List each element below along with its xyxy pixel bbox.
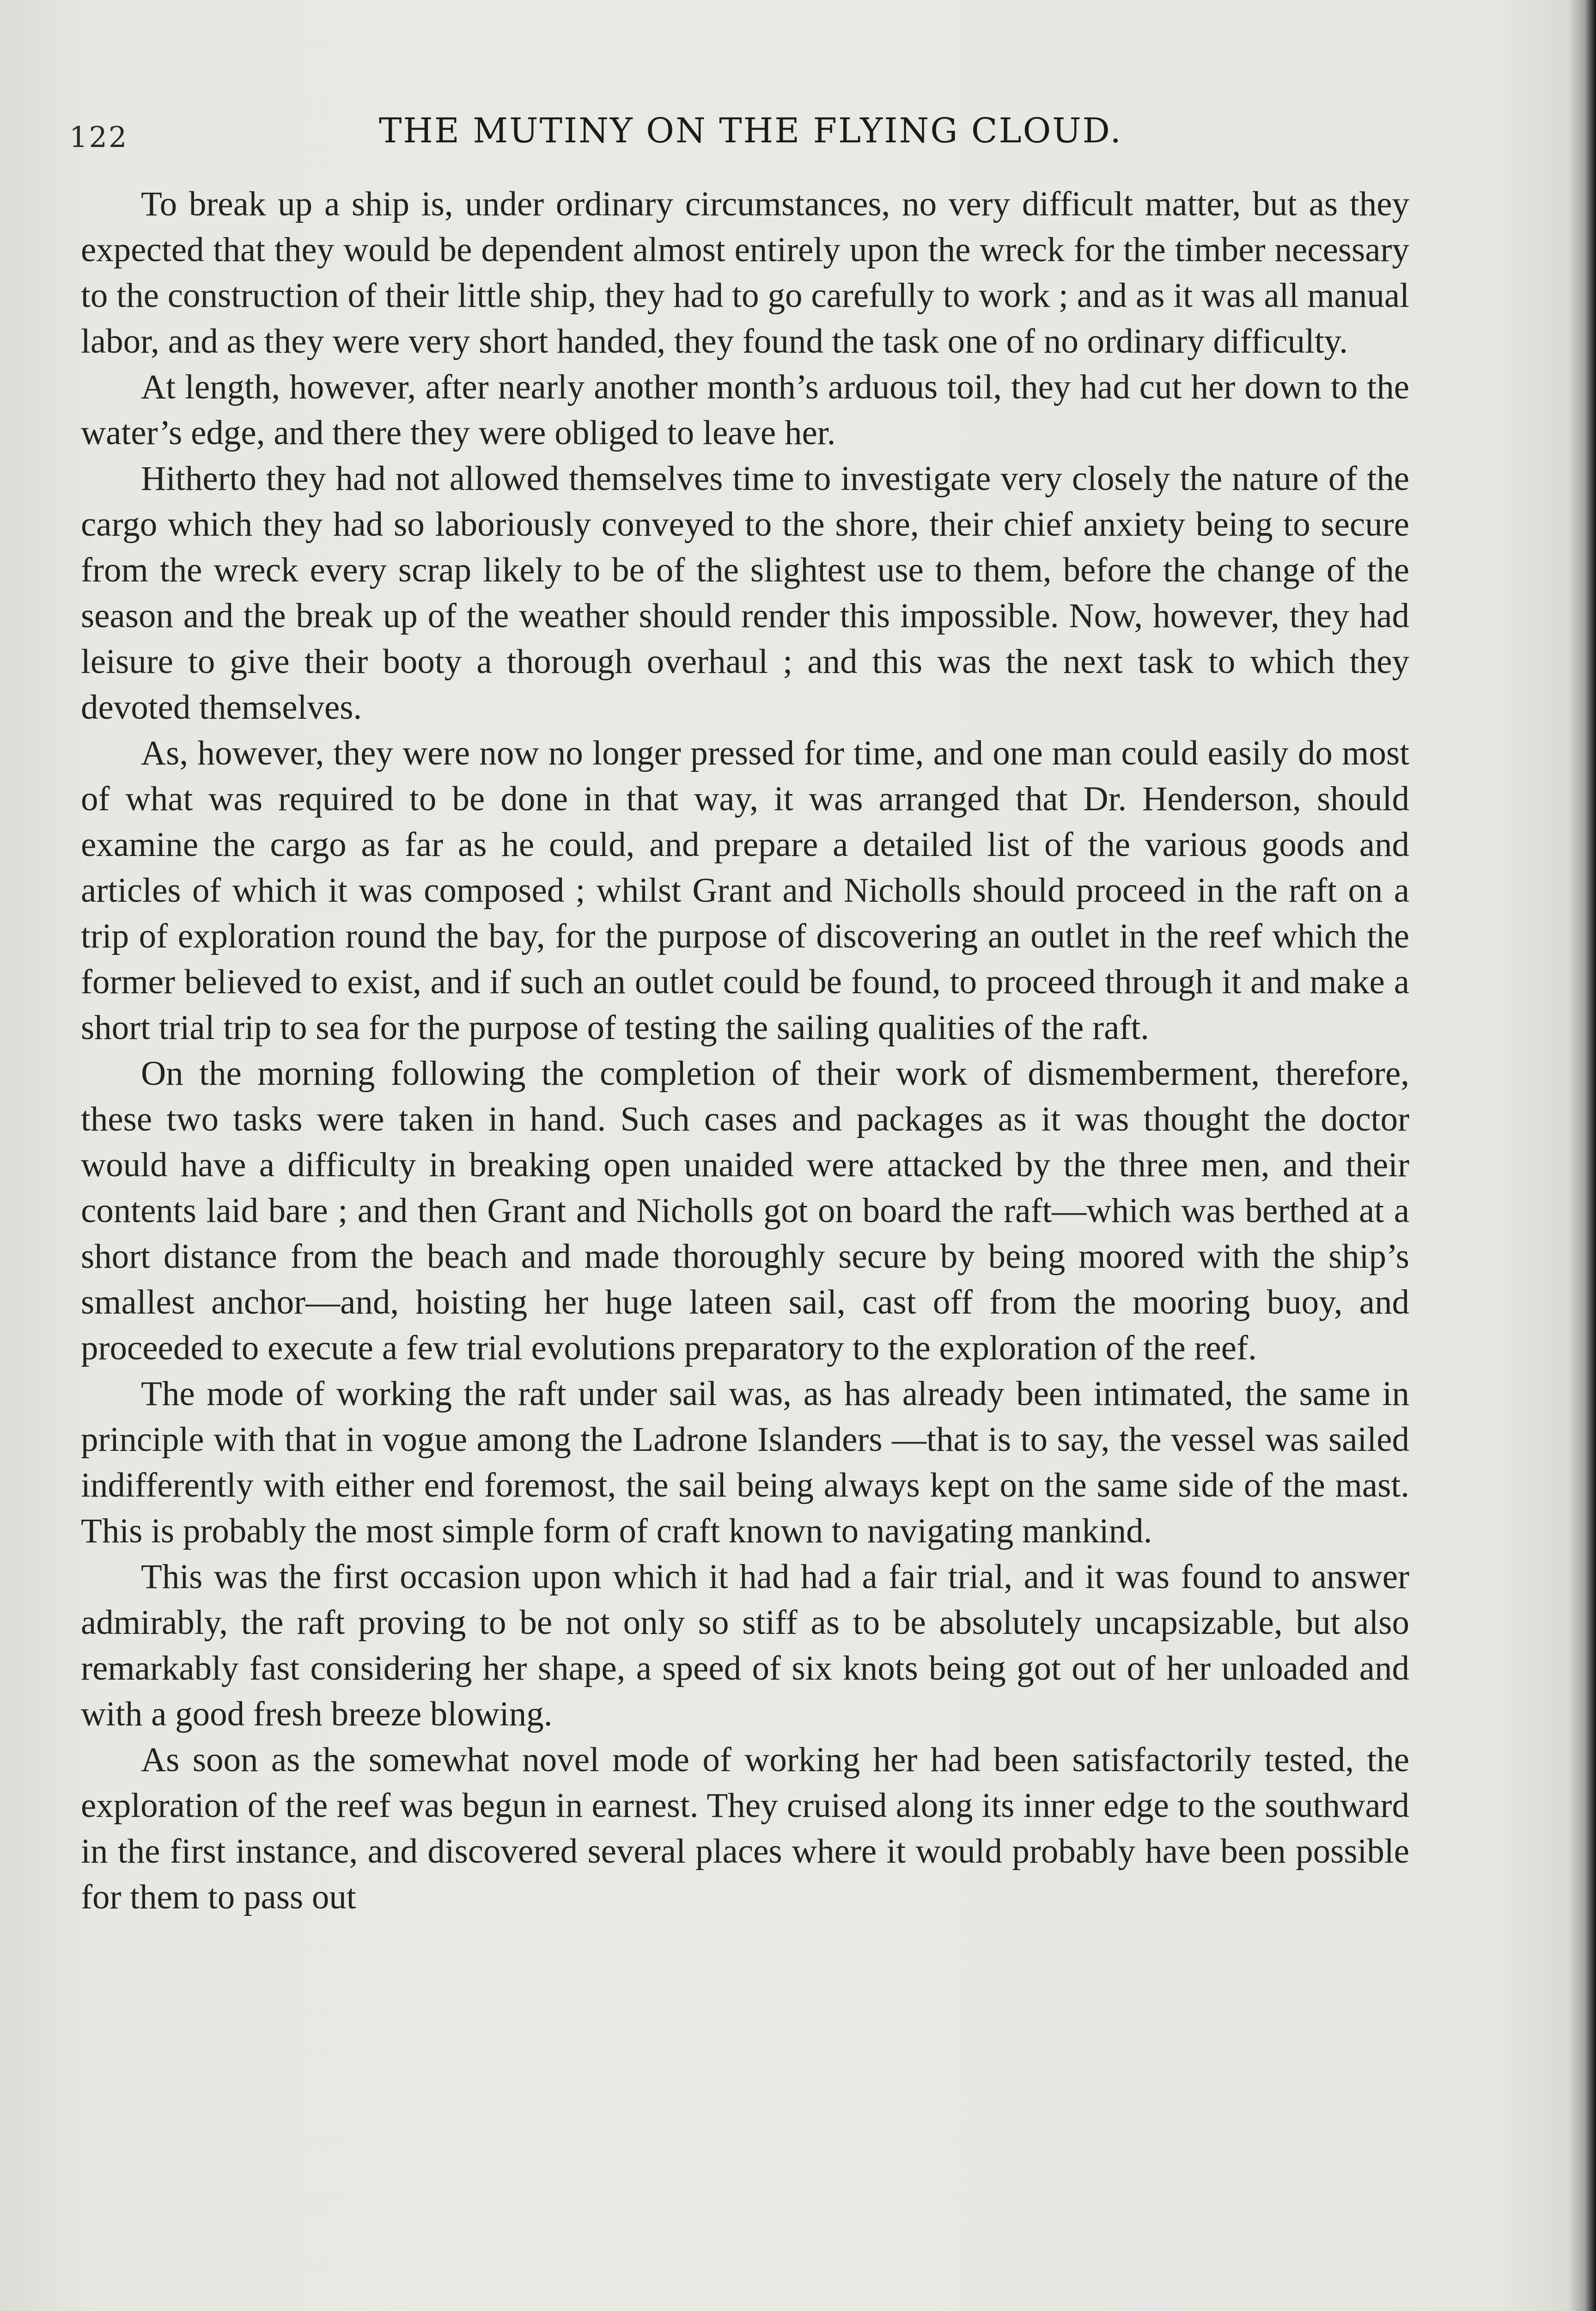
paragraph: As soon as the somewhat novel mode of working her had been satisfactorily tested, the exploration of the reef was begun in earnest. They cruised along its inner edge to the southward in the first instance, and discovered several places where it would probably have been possible for them to pass out bbox=[81, 1741, 1409, 1916]
paragraph: On the morning following the completion of their work of dismemberment, therefore, these two tasks were taken in hand. Such cases and packages as it was thought the doctor would have a difficulty in breaking open unaided were attacked by the three men, and their contents laid bare ; and then Grant and Nicholls got on board the raft—which was berthed at a short distance from the beach and made thoroughly secure by being moored with the ship’s smallest anchor—and, hoisting her huge lateen sail, cast off from the mooring buoy, and proceeded to execute a few trial evolutions preparatory to the exploration of the reef. bbox=[81, 1054, 1409, 1367]
paragraph: As, however, they were now no longer pressed for time, and one man could easily do most of what was required to be done in that way, it was arranged that Dr. Henderson, should examine the cargo as far as he could, and prepare a detailed list of the various goods and articles of which it was composed ; whilst Grant and Nicholls should proceed in the raft on a trip of exploration round the bay, for the purpose of discovering an outlet in the reef which the former believed to exist, and if such an outlet could be found, to proceed through it and make a short trial trip to sea for the purpose of testing the sailing qualities of the raft. bbox=[81, 734, 1409, 1047]
paragraph: The mode of working the raft under sail was, as has already been intimated, the same in principle with that in vogue among the Ladrone Islanders —that is to say, the vessel was sailed indifferently with either end foremost, the sail being always kept on the same side of the mast. This is probably the most simple form of craft known to navigating mankind. bbox=[81, 1375, 1409, 1550]
page-edge-shadow bbox=[1568, 0, 1596, 2311]
running-head-title: THE MUTINY ON THE FLYING CLOUD. bbox=[379, 111, 1122, 151]
page-header bbox=[69, 102, 1409, 157]
body-text bbox=[81, 181, 1409, 1920]
page-number: 122 bbox=[69, 120, 128, 154]
paragraph: At length, however, after nearly another month’s arduous toil, they had cut her down to the water’s edge, and there they were obliged to leave her. bbox=[81, 368, 1409, 452]
paragraph: This was the first occasion upon which it had had a fair trial, and it was found to answer admirably, the raft proving to be not only so stiff as to be absolutely uncapsizable, but also remarkably fast considering her shape, a speed of six knots being got out of her unloaded and with a good fresh breeze blowing. bbox=[81, 1558, 1409, 1733]
paragraph: To break up a ship is, under ordinary circumstances, no very difficult matter, but as they expected that they would be dependent almost entirely upon the wreck for the timber necessary to the construction of their little ship, they had to go carefully to work ; and as it was all manual labor, and as they were very short handed, they found the task one of no ordinary difficulty. bbox=[81, 185, 1409, 361]
paragraph: Hitherto they had not allowed themselves time to investigate very closely the nature of the cargo which they had so laboriously conveyed to the shore, their chief anxiety being to secure from the wreck every scrap likely to be of the slightest use to them, before the change of the season and the break up of the weather should render this impossible. Now, however, they had leisure to give their booty a thorough overhaul ; and this was the next task to which they devoted themselves. bbox=[81, 459, 1409, 727]
